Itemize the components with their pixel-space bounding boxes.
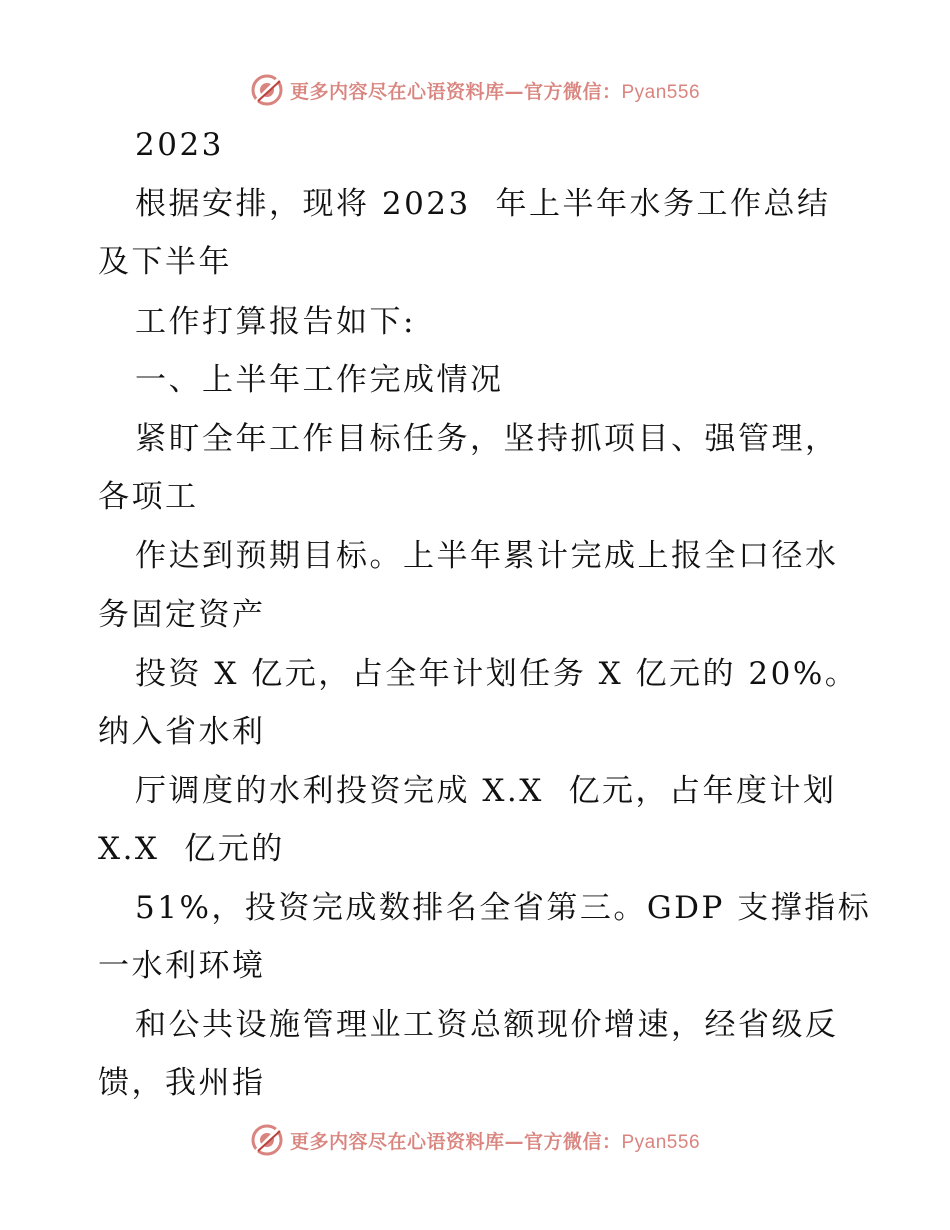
paragraph-line: 工作打算报告如下: xyxy=(135,304,416,340)
paragraph-line: 51%，投资完成数排名全省第三。GDP 支撑指标 xyxy=(135,890,872,926)
paragraph-line: 纳入省水利 xyxy=(98,714,266,750)
watermark-label: 更多内容尽在心语资料库—官方微信： xyxy=(289,1130,622,1153)
paragraph-line: 一水利环境 xyxy=(98,948,266,984)
paragraph-line: 紧盯全年工作目标任务，坚持抓项目、强管理， xyxy=(135,421,839,457)
watermark-label: 更多内容尽在心语资料库—官方微信： xyxy=(289,80,622,103)
watermark-wechat-id: Pyan556 xyxy=(621,1131,701,1153)
paragraph-line: 务固定资产 xyxy=(98,597,266,633)
section-heading: 一、上半年工作完成情况 xyxy=(135,362,504,398)
paragraph-line: 厅调度的水利投资完成 X.X 亿元，占年度计划 xyxy=(135,773,837,809)
paragraph-line: 及下半年 xyxy=(98,244,232,280)
paragraph-line: 各项工 xyxy=(98,479,199,515)
paragraph-line: 投资 X 亿元，占全年计划任务 X 亿元的 20%。 xyxy=(135,656,859,692)
paragraph-line: X.X 亿元的 xyxy=(98,831,285,867)
paragraph-line: 和公共设施管理业工资总额现价增速，经省级反 xyxy=(135,1007,839,1043)
paragraph-line: 馈，我州指 xyxy=(98,1065,266,1101)
watermark-logo-icon xyxy=(250,1123,284,1157)
paragraph-line: 2023 xyxy=(135,127,224,163)
paragraph-line: 作达到预期目标。上半年累计完成上报全口径水 xyxy=(135,538,839,574)
watermark-wechat-id: Pyan556 xyxy=(621,81,701,103)
watermark-text xyxy=(290,1127,700,1154)
paragraph-line: 根据安排，现将 2023 年上半年水务工作总结 xyxy=(135,186,831,222)
footer-watermark xyxy=(0,1120,950,1160)
